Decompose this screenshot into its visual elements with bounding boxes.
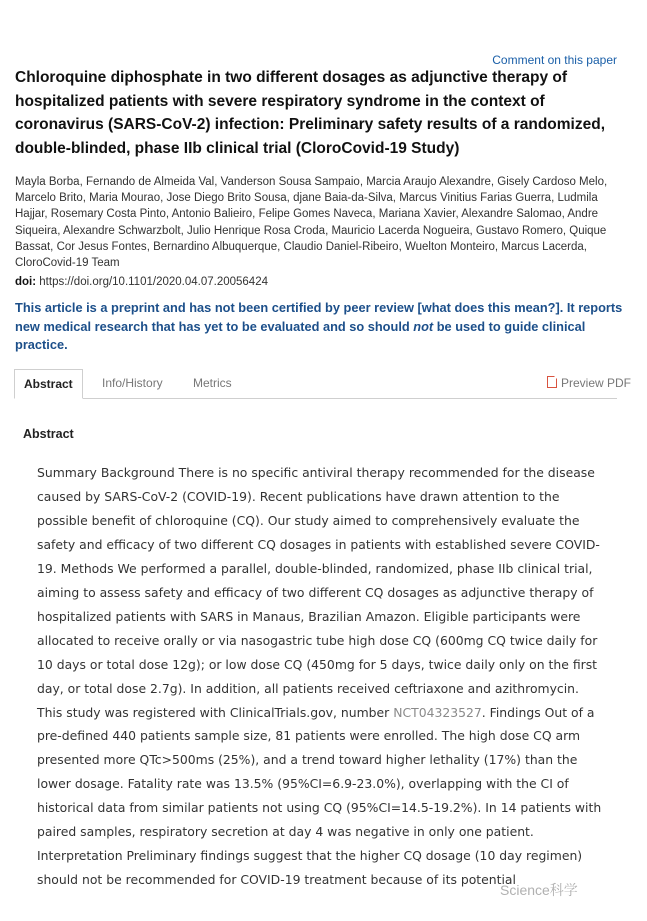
author-name[interactable]: Mariana Xavier <box>378 208 456 221</box>
author-name[interactable]: Gustavo Romero <box>475 224 563 237</box>
abstract-heading: Abstract <box>23 427 74 441</box>
author-name[interactable]: Julio Henrique Rosa Croda <box>186 224 326 237</box>
watermark: Science科学 <box>500 882 578 898</box>
author-name[interactable]: Cor Jesus Fontes <box>56 240 147 253</box>
author-name[interactable]: Fernando de Almeida Val <box>85 176 215 188</box>
doi-link[interactable]: https://doi.org/10.1101/2020.04.07.20056424 <box>39 276 268 288</box>
tab-info-history[interactable]: Info/History <box>102 376 163 390</box>
author-name[interactable]: Alexandre Salomao <box>461 208 562 221</box>
author-name[interactable]: CloroCovid-19 Team <box>15 257 120 270</box>
pdf-icon <box>547 376 557 388</box>
article-tabs <box>14 369 617 399</box>
author-name[interactable]: Claudio Daniel-Ribeiro <box>283 240 399 253</box>
author-name[interactable]: Andre Siqueira <box>15 208 599 237</box>
author-name[interactable]: Marcia Araujo Alexandre <box>366 176 491 188</box>
author-name[interactable]: Gisely Cardoso Melo <box>497 176 604 188</box>
abstract-text <box>37 461 602 892</box>
author-name[interactable]: Alexandre Schwarzbolt <box>62 224 181 237</box>
abstract-text-part2: . Findings Out of a pre-defined 440 patients sample size, 81 patients were enrolled. The high dose CQ arm presented more QTc>500ms (25%), and a trend toward higher lethality (17%) than the lower dosage. Fatality rate was 13.5% (95%CI=6.9-23.0%), overlapping with the CI of historical data from similar patients not using CQ (95%CI=14.5-19.2%). In 14 patients with paired samples, respiratory secretion at day 4 was negative in only one patient. Interpretation Preliminary findings suggest that the higher CQ dosage (10 day regimen) should not be recommended for COVID-19 treatment because of its potential <box>37 704 602 888</box>
author-name[interactable]: Rosemary Costa Pinto <box>50 208 166 221</box>
author-name[interactable]: Antonio Balieiro <box>171 208 253 221</box>
author-name[interactable]: Vanderson Sousa Sampaio <box>220 176 360 188</box>
preprint-notice-text-end: be used to guide clinical practice. <box>15 318 586 352</box>
author-name[interactable]: Jose Diego Brito Sousa <box>166 192 287 205</box>
author-name[interactable]: djane Baia-da-Silva <box>293 192 393 205</box>
author-name[interactable]: Bernardino Albuquerque <box>153 240 278 253</box>
author-list: Mayla Borba, Fernando de Almeida Val, Vanderson Sousa Sampaio, Marcia Araujo Alexandre, Gisely Cardoso Melo, Marcelo Brito, Maria Mourao, Jose Diego Brito Sousa, djane Baia-da-Silva, Marcus Vinitius Farias Guerra, Ludmila Hajjar, Rosemary Costa Pinto, Antonio Balieiro, Felipe Gomes Naveca, Mariana Xavier, Alexandre Salomao, Andre Siqueira, Alexandre Schwarzbolt, Julio Henrique Rosa Croda, Mauricio Lacerda Nogueira, Gustavo Romero, Quique Bassat, Cor Jesus Fontes, Bernardino Albuquerque, Claudio Daniel-Ribeiro, Wuelton Monteiro, Marcus Lacerda, CloroCovid-19 Team <box>15 176 608 270</box>
author-name[interactable]: Felipe Gomes Naveca <box>258 208 373 221</box>
abstract-text-part1: Summary Background There is no specific antiviral therapy recommended for the disease caused by SARS-CoV-2 (COVID-19). Recent publications have drawn attention to the possible benefit of chloroquine (CQ). Our study aimed to comprehensively evaluate the safety and efficacy of two different CQ dosages in patients with established severe COVID-19. Methods We performed a parallel, double-blinded, randomized, phase IIb clinical trial, aiming to assess safety and efficacy of two different CQ dosages as adjunctive therapy of hospitalized patients with SARS in Manaus, Brazilian Amazon. Eligible participants were allocated to receive orally or via nasogastric tube high dose CQ (600mg CQ twice daily for 10 days or total dose 12g); or low dose CQ (450mg for 5 days, twice daily only on the first day, or total dose 2.7g). In addition, all patients received ceftriaxone and azithromycin. This study was registered with ClinicalTrials.gov, number <box>37 465 600 720</box>
author-name[interactable]: Marcus Vinitius Farias Guerra <box>399 192 552 205</box>
author-name[interactable]: Ludmila Hajjar <box>15 192 598 221</box>
preprint-notice-text: This article is a preprint and has not been certified by peer review [what does this mean?]. It reports new medical research that has yet to be evaluated and so should <box>15 300 623 334</box>
author-name[interactable]: Marcelo Brito <box>15 192 83 205</box>
tab-metrics[interactable]: Metrics <box>193 376 232 390</box>
author-name[interactable]: Mauricio Lacerda Nogueira <box>331 224 470 237</box>
preprint-notice <box>15 299 627 355</box>
comment-on-paper-link[interactable]: Comment on this paper <box>492 53 617 67</box>
author-name[interactable]: Wuelton Monteiro <box>404 240 495 253</box>
preview-pdf-button[interactable] <box>547 369 631 397</box>
preview-pdf-label: Preview PDF <box>560 376 631 390</box>
doi-label: doi: <box>15 276 37 288</box>
tab-abstract[interactable]: Abstract <box>14 369 83 399</box>
author-name[interactable]: Marcus Lacerda <box>501 240 584 253</box>
clinical-trial-link[interactable]: NCT04323527 <box>393 704 482 720</box>
paper-title: Chloroquine diphosphate in two different dosages as adjunctive therapy of hospitalized patients with severe respiratory syndrome in the context of coronavirus (SARS-CoV-2) infection: Preliminary safety results of a randomized, double-blinded, phase IIb clinical trial (CloroCovid-19 Study) <box>15 69 605 157</box>
author-name[interactable]: Mayla Borba <box>15 176 80 188</box>
author-name[interactable]: Quique Bassat <box>15 224 607 253</box>
preprint-notice-emphasis: not <box>413 318 434 334</box>
author-name[interactable]: Maria Mourao <box>89 192 161 205</box>
doi-line <box>15 276 627 288</box>
